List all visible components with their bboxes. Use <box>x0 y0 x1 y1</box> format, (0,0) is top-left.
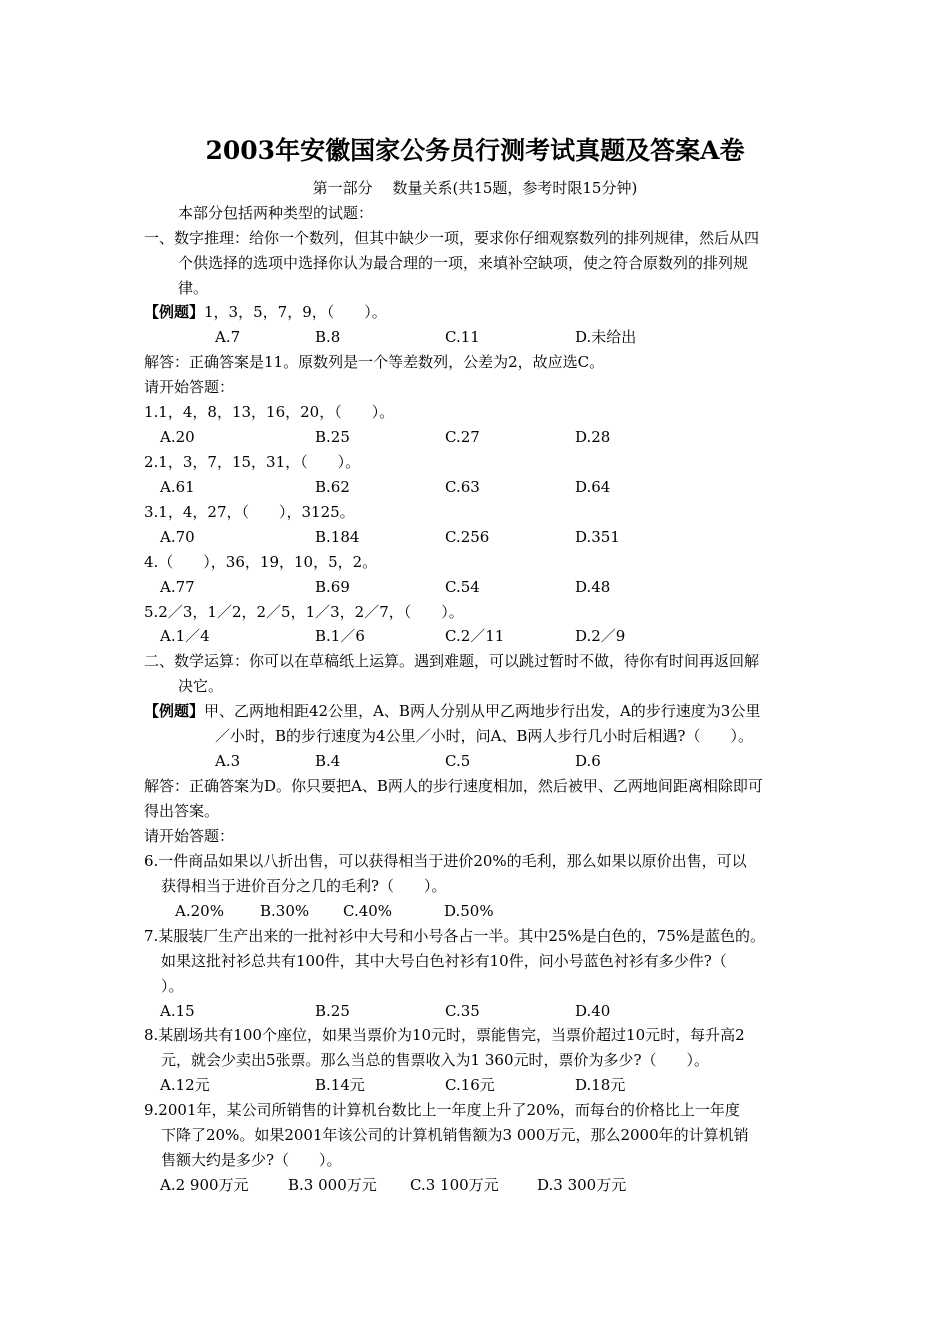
option-d: D.48 <box>575 578 611 596</box>
question-5-stem: 5.2／3，1／2，2／5，1／3，2／7，（ ）。 <box>144 603 464 621</box>
question-7-stem: 7.某服装厂生产出来的一批衬衫中大号和小号各占一半。其中25%是白色的，75%是蓝色的。 <box>144 927 765 945</box>
option-a: A.3 <box>215 752 241 770</box>
example-tag: 【例题】 <box>144 702 205 720</box>
option-c: C.11 <box>445 328 480 346</box>
option-d: D.6 <box>575 752 601 770</box>
section1-line: 律。 <box>178 279 209 297</box>
start-prompt: 请开始答题： <box>144 378 235 396</box>
option-b: B.1／6 <box>315 627 365 645</box>
example2-line: ／小时，B的步行速度为4公里／小时，问A、B两人步行几小时后相遇?（ ）。 <box>215 727 753 745</box>
option-b: B.25 <box>315 1002 350 1020</box>
option-d: D.50% <box>444 902 494 920</box>
option-c: C.5 <box>445 752 471 770</box>
option-a: A.1／4 <box>160 627 210 645</box>
option-c: C.2／11 <box>445 627 505 645</box>
question-2-stem: 2.1，3，7，15，31，（ ）。 <box>144 453 361 471</box>
option-c: C.3 100万元 <box>410 1176 499 1194</box>
section2-line: 二、数学运算：你可以在草稿纸上运算。遇到难题，可以跳过暂时不做，待你有时间再返回解 <box>144 652 760 670</box>
option-d: D.40 <box>575 1002 611 1020</box>
example1-answer: 解答：正确答案是11。原数列是一个等差数列，公差为2，故应选C。 <box>144 353 605 371</box>
document-title: 2003年安徽国家公务员行测考试真题及答案A卷 <box>205 136 745 165</box>
example2-answer: 解答：正确答案为D。你只要把A、B两人的步行速度相加，然后被甲、乙两地间距离相除即可 <box>144 777 763 795</box>
option-d: D.18元 <box>575 1076 626 1094</box>
question-9-stem: 售额大约是多少?（ ）。 <box>161 1151 342 1169</box>
option-d: D.351 <box>575 528 620 546</box>
option-b: B.30% <box>260 902 310 920</box>
option-d: D.3 300万元 <box>537 1176 627 1194</box>
option-c: C.40% <box>343 902 393 920</box>
section1-line: 一、数字推理：给你一个数列，但其中缺少一项，要求你仔细观察数列的排列规律，然后从四 <box>144 229 760 247</box>
option-c: C.256 <box>445 528 490 546</box>
option-c: C.54 <box>445 578 480 596</box>
option-b: B.62 <box>315 478 350 496</box>
question-9-stem: 下降了20%。如果2001年该公司的计算机销售额为3 000万元，那么2000年的计算机销 <box>161 1126 749 1144</box>
option-a: A.7 <box>215 328 241 346</box>
option-b: B.14元 <box>315 1076 365 1094</box>
option-a: A.12元 <box>160 1076 210 1094</box>
option-a: A.61 <box>160 478 195 496</box>
part1-heading: 第一部分 数量关系(共15题，参考时限15分钟) <box>312 179 638 197</box>
option-d: D.28 <box>575 428 611 446</box>
question-3-stem: 3.1，4，27，（ ），3125。 <box>144 503 355 521</box>
question-4-stem: 4.（ ），36，19，10，5，2。 <box>144 553 378 571</box>
question-9-stem: 9.2001年，某公司所销售的计算机台数比上一年度上升了20%，而每台的价格比上一年度 <box>144 1101 740 1119</box>
question-7-stem: 如果这批衬衫总共有100件，其中大号白色衬衫有10件，问小号蓝色衬衫有多少件?（ <box>161 952 727 970</box>
example-stem: 甲、乙两地相距42公里，A、B两人分别从甲乙两地步行出发，A的步行速度为3公里 <box>204 702 761 720</box>
option-b: B.184 <box>315 528 360 546</box>
option-a: A.20% <box>175 902 224 920</box>
option-b: B.69 <box>315 578 350 596</box>
section1-line: 个供选择的选项中选择你认为最合理的一项，来填补空缺项，使之符合原数列的排列规 <box>178 254 749 272</box>
option-b: B.25 <box>315 428 350 446</box>
question-8-stem: 元，就会少卖出5张票。那么当总的售票收入为1 360元时，票价为多少?（ ）。 <box>161 1051 710 1069</box>
question-8-stem: 8.某剧场共有100个座位，如果当票价为10元时，票能售完，当票价超过10元时，每升高2 <box>144 1026 745 1044</box>
section2-line: 决它。 <box>178 677 224 695</box>
option-c: C.16元 <box>445 1076 495 1094</box>
question-7-stem: ）。 <box>161 977 184 995</box>
option-c: C.35 <box>445 1002 480 1020</box>
question-6-stem: 获得相当于进价百分之几的毛利?（ ）。 <box>161 877 447 895</box>
example-tag: 【例题】 <box>144 303 205 321</box>
option-d: D.64 <box>575 478 611 496</box>
example1 <box>144 300 387 325</box>
question-1-stem: 1.1，4，8，13，16，20，（ ）。 <box>144 403 395 421</box>
example2 <box>144 699 760 724</box>
option-a: A.77 <box>160 578 195 596</box>
option-a: A.70 <box>160 528 195 546</box>
option-a: A.20 <box>160 428 195 446</box>
option-a: A.15 <box>160 1002 195 1020</box>
option-c: C.63 <box>445 478 480 496</box>
option-b: B.8 <box>315 328 341 346</box>
option-c: C.27 <box>445 428 480 446</box>
option-d: D.未给出 <box>575 328 637 346</box>
start-prompt: 请开始答题： <box>144 827 235 845</box>
option-a: A.2 900万元 <box>160 1176 249 1194</box>
question-6-stem: 6.一件商品如果以八折出售，可以获得相当于进价20%的毛利，那么如果以原价出售，可以 <box>144 852 747 870</box>
intro-text: 本部分包括两种类型的试题： <box>178 204 374 222</box>
option-d: D.2／9 <box>575 627 626 645</box>
option-b: B.4 <box>315 752 341 770</box>
option-b: B.3 000万元 <box>288 1176 377 1194</box>
example2-answer: 得出答案。 <box>144 802 220 820</box>
example-stem: 1，3，5，7，9，（ ）。 <box>204 303 387 321</box>
